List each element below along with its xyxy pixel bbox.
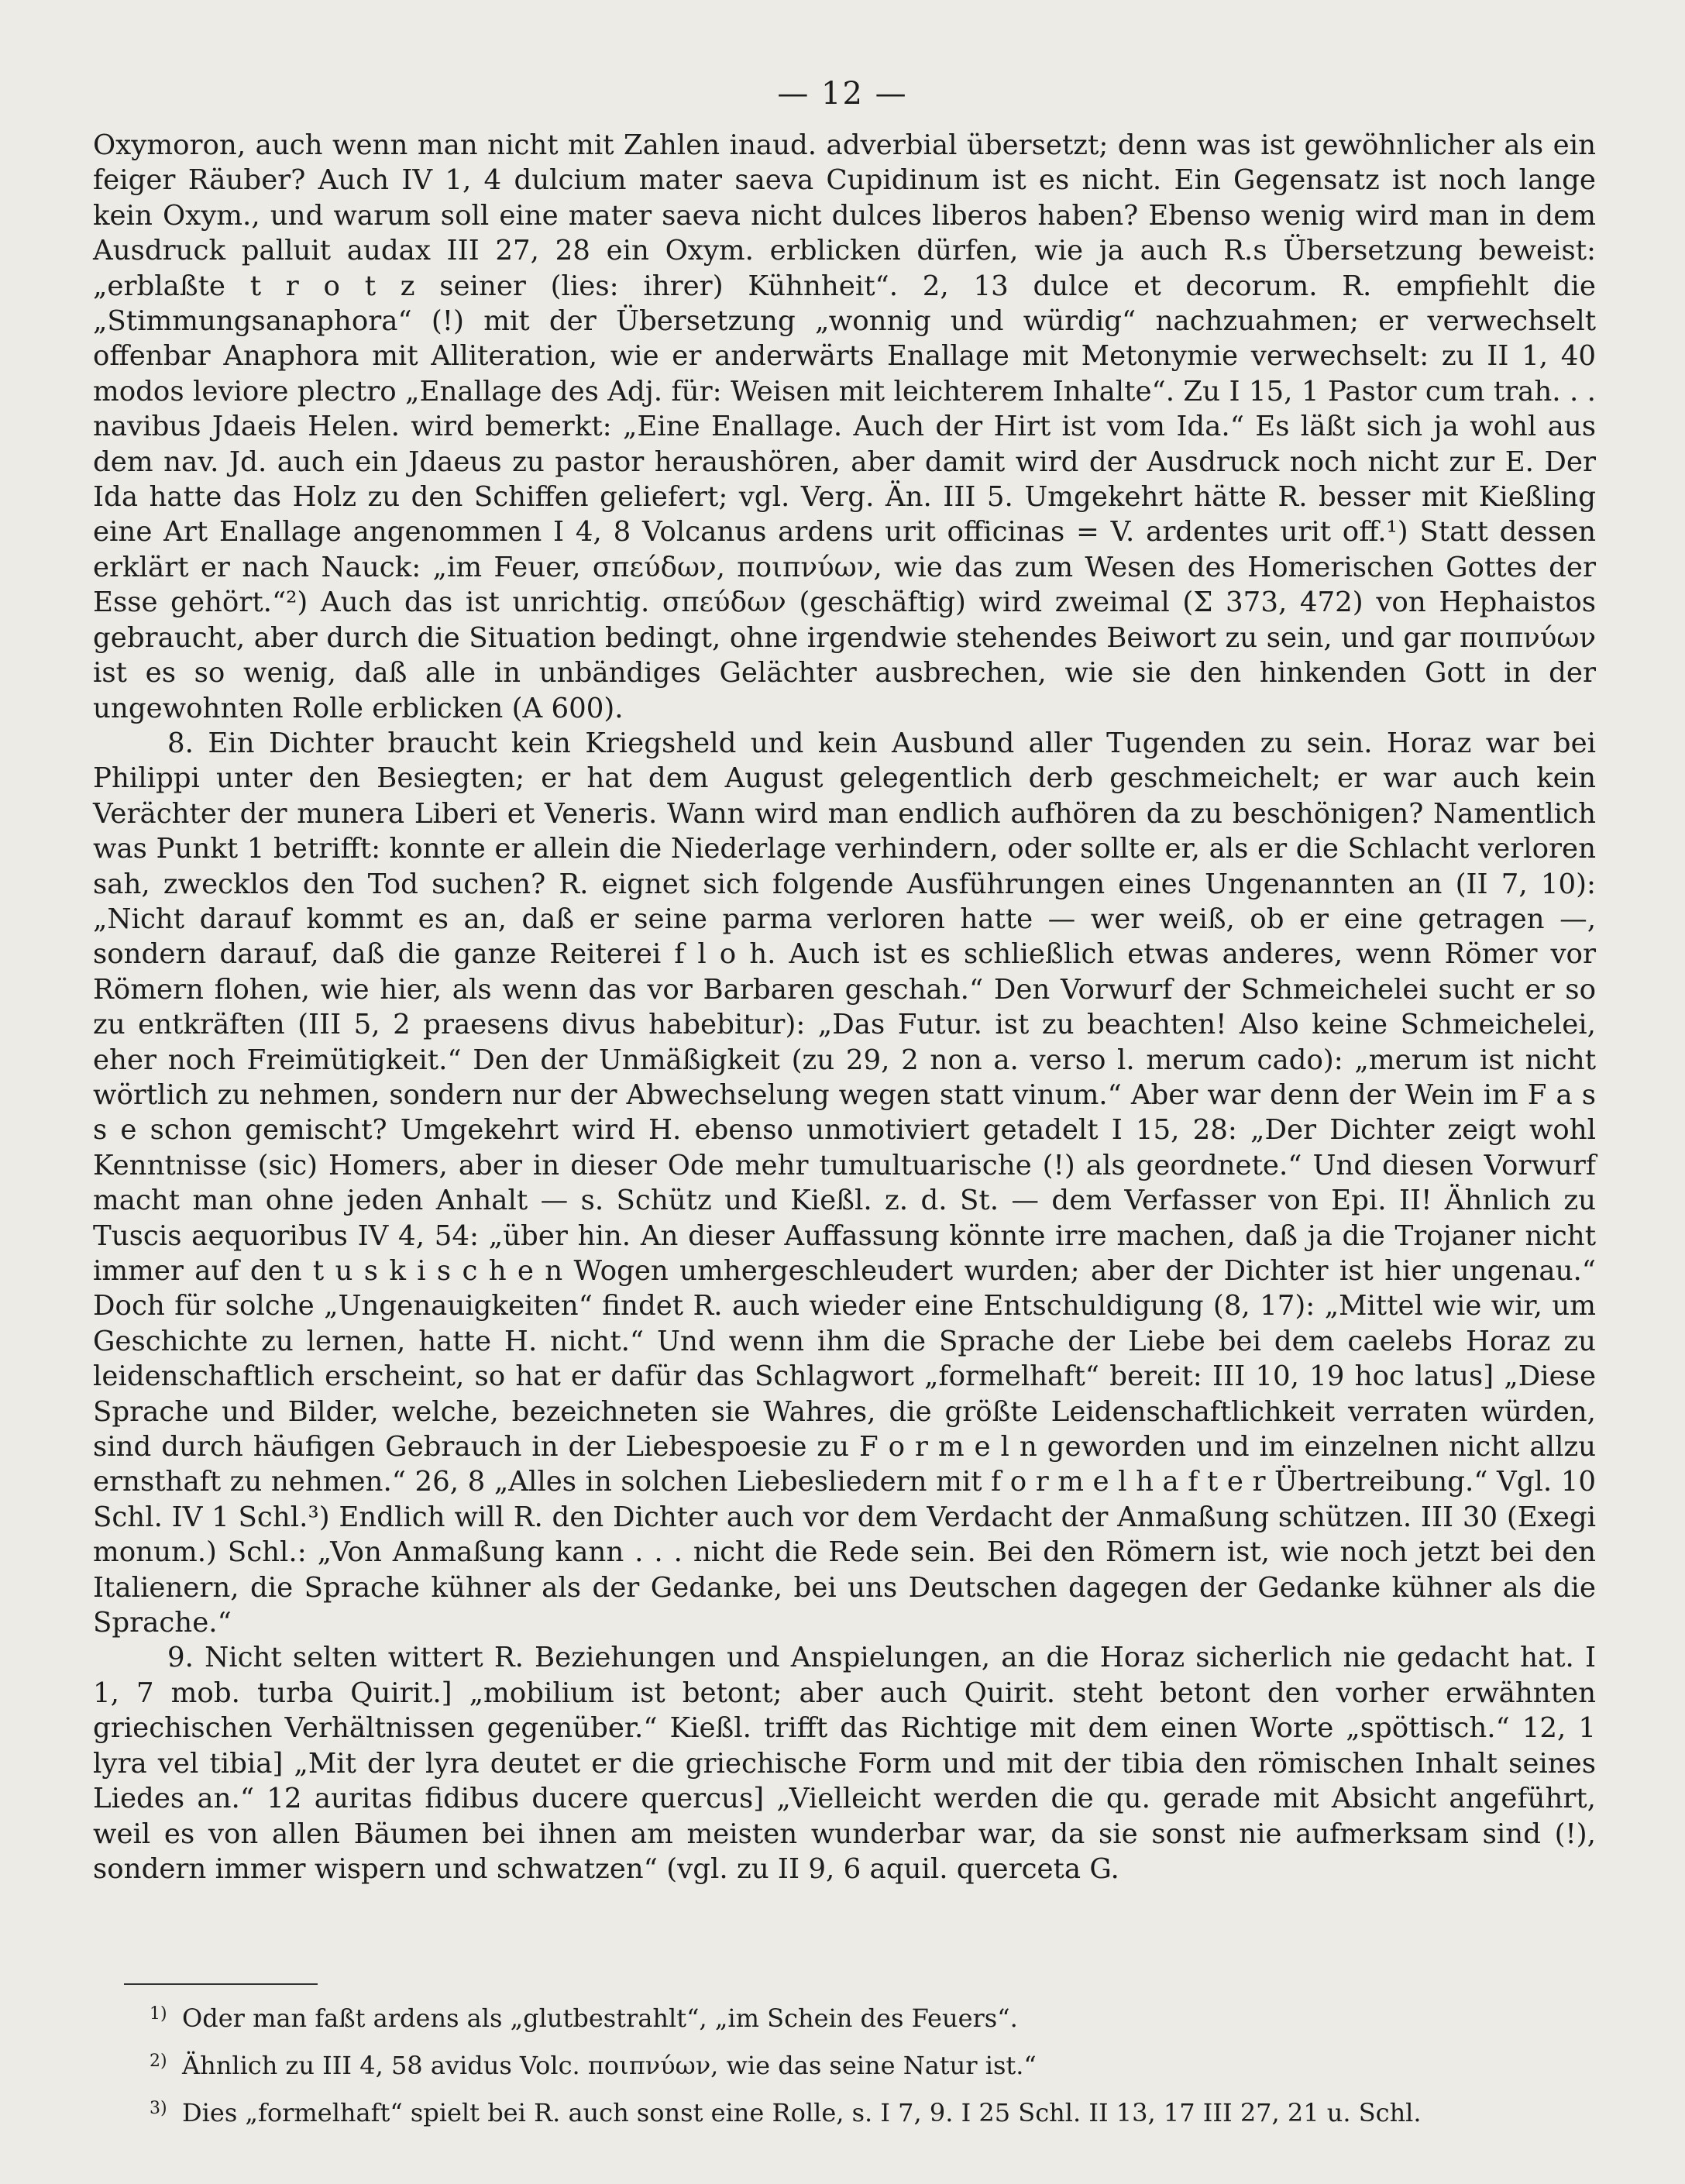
paragraph-continuation: Oxymoron, auch wenn man nicht mit Zahlen inaud. adverbial übersetzt; denn was ist gewöhnlicher als ein feiger Räuber? Auch IV 1, 4 dulcium mater saeva Cupidinum ist es nicht. Ein Gegensatz ist noch lange kein Oxym., und warum soll eine mater saeva nicht dulces liberos haben? Ebenso wenig wird man in dem Ausdruck palluit audax III 27, 28 ein Oxym. erblicken dürfen, wie ja auch R.s Übersetzung beweist: „erblaßte t r o t z seiner (lies: ihrer) Kühnheit“. 2, 13 dulce et decorum. R. empfiehlt die „Stimmungsanaphora“ (!) mit der Übersetzung „wonnig und würdig“ nachzuahmen; er verwechselt offenbar Anaphora mit Alliteration, wie er anderwärts Enallage mit Metonymie verwechselt: zu II 1, 40 modos leviore plectro „Enallage des Adj. für: Weisen mit leichterem Inhalte“. Zu I 15, 1 Pastor cum trah. . . navibus Jdaeis Helen. wird bemerkt: „Eine Enallage. Auch der Hirt ist vom Ida.“ Es läßt sich ja wohl aus dem nav. Jd. auch ein Jdaeus zu pastor heraushören, aber damit wird der Ausdruck noch nicht zur E. Der Ida hatte das Holz zu den Schiffen geliefert; vgl. Verg. Än. III 5. Umgekehrt hätte R. besser mit Kießling eine Art Enallage angenommen I 4, 8 Volcanus ardens urit officinas = V. ardentes urit off.¹) Statt dessen erklärt er nach Nauck: „im Feuer, σπεύδων, ποιπνύων, wie das zum Wesen des Homerischen Gottes der Esse gehört.“²) Auch das ist unrichtig. σπεύδων (geschäftig) wird zweimal (Σ 373, 472) von Hephaistos gebraucht, aber durch die Situation bedingt, ohne irgendwie stehendes Beiwort zu sein, und gar ποιπνύων ist es so wenig, daß alle in unbändiges Gelächter ausbrechen, wie sie den hinkenden Gott in der ungewohnten Rolle erblicken (A 600). <box>93 129 1596 724</box>
body-text <box>93 128 1596 1886</box>
paragraph-8: 8. Ein Dichter braucht kein Kriegsheld und kein Ausbund aller Tugenden zu sein. Horaz war bei Philippi unter den Besiegten; er hat dem August gelegentlich derb geschmeichelt; er war auch kein Verächter der munera Liberi et Veneris. Wann wird man endlich aufhören da zu beschönigen? Namentlich was Punkt 1 betrifft: konnte er allein die Niederlage verhindern, oder sollte er, als er die Schlacht verloren sah, zwecklos den Tod suchen? R. eignet sich folgende Ausführungen eines Ungenannten an (II 7, 10): „Nicht darauf kommt es an, daß er seine parma verloren hatte — wer weiß, ob er eine getragen —, sondern darauf, daß die ganze Reiterei f l o h. Auch ist es schließlich etwas anderes, wenn Römer vor Römern flohen, wie hier, als wenn das vor Barbaren geschah.“ Den Vorwurf der Schmeichelei sucht er so zu entkräften (III 5, 2 praesens divus habebitur): „Das Futur. ist zu beachten! Also keine Schmeichelei, eher noch Freimütigkeit.“ Den der Unmäßigkeit (zu 29, 2 non a. verso l. merum cado): „merum ist nicht wörtlich zu nehmen, sondern nur der Abwechselung wegen statt vinum.“ Aber war denn der Wein im F a s s e schon gemischt? Umgekehrt wird H. ebenso unmotiviert getadelt I 15, 28: „Der Dichter zeigt wohl Kenntnisse (sic) Homers, aber in dieser Ode mehr tumultuarische (!) als geordnete.“ Und diesen Vorwurf macht man ohne jeden Anhalt — s. Schütz und Kießl. z. d. St. — dem Verfasser von Epi. II! Ähnlich zu Tuscis aequoribus IV 4, 54: „über hin. An dieser Auffassung könnte irre machen, daß ja die Trojaner nicht immer auf den t u s k i s c h e n Wogen umhergeschleudert wurden; aber der Dichter ist hier ungenau.“ Doch für solche „Ungenauigkeiten“ findet R. auch wieder eine Entschuldigung (8, 17): „Mittel wie wir, um Geschichte zu lernen, hatte H. nicht.“ Und wenn ihm die Sprache der Liebe bei dem caelebs Horaz zu leidenschaftlich erscheint, so hat er dafür das Schlagwort „formelhaft“ bereit: III 10, 19 hoc latus] „Diese Sprache und Bilder, welche, bezeichneten sie Wahres, die größte Leidenschaftlichkeit verraten würden, sind durch häufigen Gebrauch in der Liebespoesie zu F o r m e l n geworden und im einzelnen nicht allzu ernsthaft zu nehmen.“ 26, 8 „Alles in solchen Liebesliedern mit f o r m e l h a f t e r Übertreibung.“ Vgl. 10 Schl. IV 1 Schl.³) Endlich will R. den Dichter auch vor dem Verdacht der Anmaßung schützen. III 30 (Exegi monum.) Schl.: „Von Anmaßung kann . . . nicht die Rede sein. Bei den Römern ist, wie noch jetzt bei den Italienern, die Sprache kühner als der Gedanke, bei uns Deutschen dagegen der Gedanke kühner als die Sprache.“ <box>93 727 1596 1639</box>
footnote-2 <box>150 2040 1577 2087</box>
footnote-marker: 2) <box>150 2052 167 2071</box>
footnote-1 <box>150 1993 1577 2040</box>
footnotes <box>150 1993 1577 2134</box>
footnote-text: Dies „formelhaft“ spielt bei R. auch sonst eine Rolle, s. I 7, 9. I 25 Schl. II 13, 17 III 27, 21 u. Schl. <box>182 2098 1422 2127</box>
footnote-marker: 3) <box>150 2099 167 2118</box>
page-number: — 12 — <box>777 76 908 112</box>
footnote-divider <box>124 1983 318 1985</box>
footnote-text: Ähnlich zu III 4, 58 avidus Volc. ποιπνύων, wie das seine Natur ist.“ <box>182 2051 1037 2080</box>
footnote-text: Oder man faßt ardens als „glutbestrahlt“, „im Schein des Feuers“. <box>182 2003 1018 2033</box>
paragraph-9: 9. Nicht selten wittert R. Beziehungen und Anspielungen, an die Horaz sicherlich nie gedacht hat. I 1, 7 mob. turba Quirit.] „mobilium ist betont; aber auch Quirit. steht betont den vorher erwähnten griechischen Verhältnissen gegenüber.“ Kießl. trifft das Richtige mit dem einen Worte „spöttisch.“ 12, 1 lyra vel tibia] „Mit der lyra deutet er die griechische Form und mit der tibia den römischen Inhalt seines Liedes an.“ 12 auritas fidibus ducere quercus] „Vielleicht werden die qu. gerade mit Absicht angeführt, weil es von allen Bäumen bei ihnen am meisten wunderbar war, da sie sonst nie aufmerksam sind (!), sondern immer wispern und schwatzen“ (vgl. zu II 9, 6 aquil. querceta G. <box>93 1642 1596 1885</box>
footnote-marker: 1) <box>150 2004 167 2024</box>
footnote-3 <box>150 2087 1577 2134</box>
